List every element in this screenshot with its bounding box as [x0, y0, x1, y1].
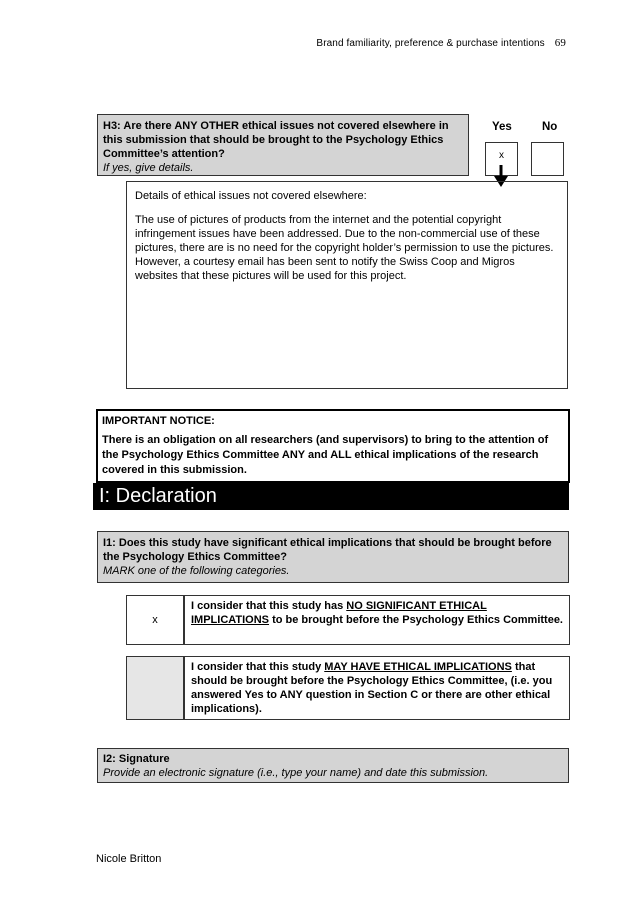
option1-prefix: I consider that this study has [191, 600, 347, 612]
yes-label: Yes [492, 121, 512, 133]
details-heading: Details of ethical issues not covered elsewhere: [135, 190, 367, 202]
notice-body: There is an obligation on all researchers (and supervisors) to bring to the attention of the Psychology Ethics Committee ANY and ALL ethical implications of the research covered in this submission. [102, 434, 549, 476]
option2-emphasis: MAY HAVE ETHICAL IMPLICATIONS [324, 661, 512, 673]
option2-prefix: I consider that this study [191, 661, 325, 673]
page-number: 69 [554, 37, 566, 49]
option1-text [184, 595, 570, 645]
i2-signature-box [97, 748, 569, 783]
notice-title: IMPORTANT NOTICE: [102, 415, 215, 427]
h3-question: H3: Are there ANY OTHER ethical issues not covered elsewhere in this submission that should be brought to the Psychology Ethics Committee’s attention? [103, 120, 449, 160]
running-header [316, 37, 566, 49]
option1-emphasis: NO SIGNIFICANT ETHICAL IMPLICATIONS [191, 600, 487, 626]
option2-suffix: that should be brought before the Psychology Ethics Committee, (i.e. you answered Yes to ANY question in Section C or there are other ethical implications). [191, 661, 553, 715]
running-title: Brand familiarity, preference & purchase intentions [316, 38, 545, 49]
no-checkbox[interactable] [531, 142, 564, 176]
section-title: I: Declaration [93, 483, 569, 510]
option1-suffix: to be brought before the Psychology Ethics Committee. [269, 614, 563, 626]
h3-question-box [97, 114, 469, 176]
no-label: No [542, 121, 558, 133]
details-textbox[interactable] [126, 181, 568, 389]
yes-checkbox[interactable]: x [485, 142, 518, 176]
footer-author: Nicole Britton [96, 853, 162, 865]
i2-title: I2: Signature [103, 753, 170, 765]
important-notice [96, 409, 570, 483]
i1-instruction: MARK one of the following categories. [103, 565, 290, 577]
i2-instruction: Provide an electronic signature (i.e., type your name) and date this submission. [103, 767, 489, 779]
option1-checkbox[interactable]: x [126, 595, 184, 645]
option2-text [184, 656, 570, 720]
option2-checkbox[interactable] [126, 656, 184, 720]
details-body: The use of pictures of products from the internet and the potential copyright infringement issues have been addressed. Due to the non-commercial use of these pictures, there are is no need for the copyright holder’s permission to use the pictures. However, a courtesy email has been sent to notify the Swiss Coop and Migros websites that these pictures will be used for this project. [135, 214, 554, 282]
i1-question: I1: Does this study have significant ethical implications that should be brought before the Psychology Ethics Committee? [103, 537, 552, 563]
i1-question-box [97, 531, 569, 583]
h3-instruction: If yes, give details. [103, 162, 194, 174]
